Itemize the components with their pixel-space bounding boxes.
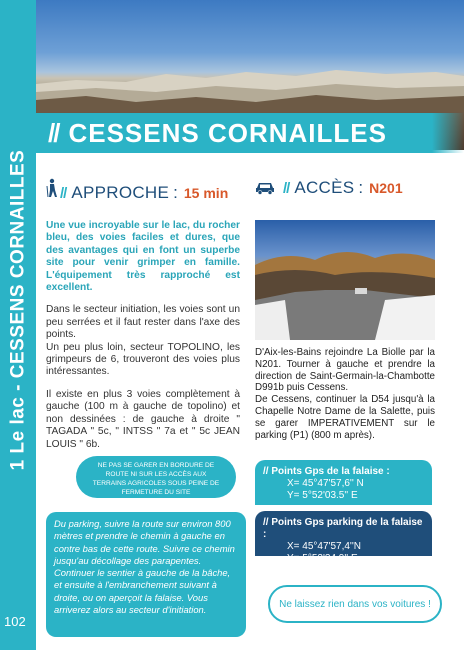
access-paragraph-1: D'Aix-les-Bains rejoindre La Biolle par la N201. Tourner à gauche et prendre la direction de Saint-Germain-la-Chambotte D991b puis Cessens.: [255, 347, 435, 394]
road-photo: [255, 220, 435, 340]
gps-parking-y: Y= 5°52'24,9'' E: [287, 552, 358, 564]
gps-cliff-y: Y= 5°52'03.5'' E: [287, 489, 358, 501]
gps-parking-box: [255, 511, 432, 564]
car-safety-tip: [268, 585, 442, 623]
gps-cliff-x: X= 45°47'57,6'' N: [287, 478, 364, 489]
approach-time: 15 min: [183, 185, 229, 201]
approach-label: APPROCHE: [71, 183, 170, 202]
title-banner-tail: [432, 113, 464, 153]
access-slashes: //: [283, 180, 290, 197]
title-banner: [36, 113, 432, 153]
approach-header: [46, 178, 228, 203]
cliff-illustration: [36, 62, 464, 112]
walking-directions: Du parking, suivre la route sur environ 800 mètres et prendre le chemin à gauche en contre bas de cette route. Suivre ce chemin jusqu'au décollage des parapentes. Continuer le sentier à gauche de la bâche, et ensuite à l'embranchement suivant à droite, ou on aperçoit la falaise. Vous arriverez alors au secteur d'initiation.: [46, 512, 246, 637]
paragraph-initiation: Dans le secteur initiation, les voies sont un peu serrées et il faut rester dans l'axe des points.: [46, 304, 240, 341]
gps-parking-label: // Points Gps parking de la falaise :: [263, 517, 423, 540]
access-header: [255, 178, 403, 198]
gps-cliff-box: [255, 460, 432, 505]
access-paragraph-2: De Cessens, continuer la D54 jusqu'à la Chapelle Notre Dame de la Salette, puis se garer IMPERATIVEMENT sur le parking (P1) (800 m après).: [255, 394, 435, 441]
approach-text: [46, 220, 240, 451]
page-title: CESSENS CORNAILLES: [68, 117, 387, 148]
paragraph-extra-routes: Il existe en plus 3 voies complètement à gauche (100 m à gauche de topolino) et non dessinées : de gauche à droite " TAGADA " 5c, " INTSS " 7a et " 5c JEAN LOUIS " 6b.: [46, 388, 240, 450]
access-label: ACCÈS: [294, 178, 355, 197]
sidebar-title: [3, 10, 33, 610]
paragraph-topolino: Un peu plus loin, secteur TOPOLINO, les grimpeurs de 6, trouveront des voies plus intéressantes.: [46, 341, 240, 378]
sidebar: [0, 0, 36, 650]
intro-paragraph: Une vue incroyable sur le lac, du rocher bleu, des voies faciles et dures, que des avantages qui en font un superbe site pour venir grimper en famille. L'équipement très rapproché est excellent.: [46, 220, 240, 294]
access-directions-text: [255, 347, 435, 441]
access-colon: :: [358, 178, 364, 197]
approach-colon: :: [173, 183, 178, 202]
page-number: 102: [4, 614, 26, 629]
hiker-icon: [46, 178, 58, 198]
sidebar-title-text: 1 Le lac - CESSENS CORNAILLES: [7, 149, 28, 471]
gps-parking-x: X= 45°47'57,4''N: [287, 541, 361, 552]
approach-slashes: //: [60, 185, 67, 202]
car-safety-tip-text: Ne laissez rien dans vos voitures !: [279, 598, 431, 610]
parking-warning: NE PAS SE GARER EN BORDURE DE ROUTE NI SUR LES ACCÈS AUX TERRAINS AGRICOLES SOUS PEINE DE FERMETURE DU SITE: [76, 456, 236, 498]
car-icon: [255, 181, 275, 195]
access-road: N201: [369, 180, 403, 196]
gps-cliff-label: // Points Gps de la falaise :: [263, 466, 390, 477]
title-slashes: //: [48, 117, 59, 148]
